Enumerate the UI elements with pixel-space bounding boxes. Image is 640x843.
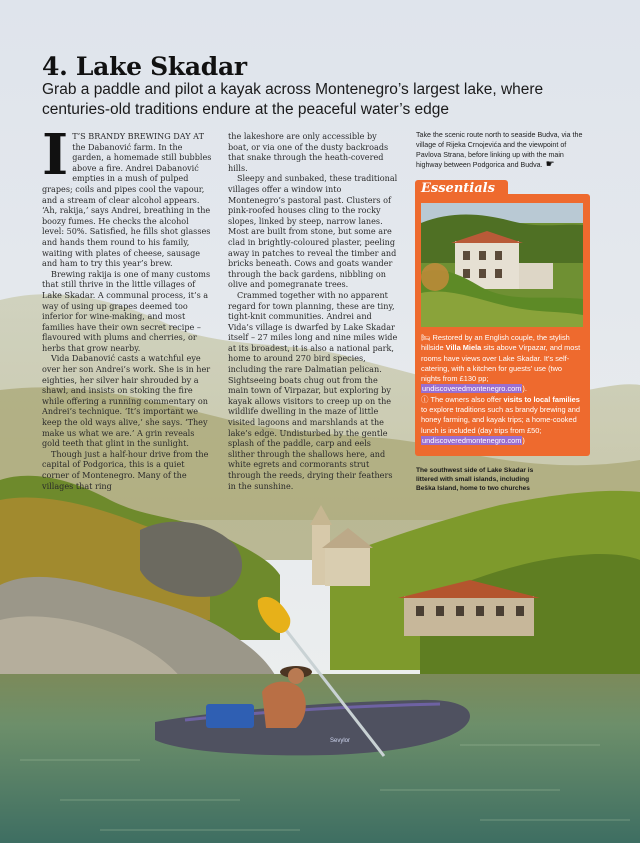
essentials-heading: Essentials xyxy=(421,181,495,196)
photo-caption: The southwest side of Lake Skadar is littered with small islands, including Beška Island, home to two churches xyxy=(416,467,534,492)
stay-text-2: sits above Virpazar, and most rooms have views over Lake Skadar. It’s self-catering, with a kitchen for guests’ use (two nights from £130 pp; xyxy=(421,343,581,384)
tour-text-2: to explore traditions such as brandy brewing and honey farming, and kayak trips; a home-cooked lunch is included (day trips from £50; xyxy=(421,405,580,435)
villa-photo xyxy=(421,203,583,327)
drop-cap: I xyxy=(42,122,69,188)
article-paragraph: Vida Dabanović casts a watchful eye over her son Andrei’s work. She is in her eighties, her silver hair shrouded by a shawl, and insists on stoking the fire while offering a running commentary on Andrei’s technique. ‘It’s important we keep the old ways alive,’ she says. ‘They make us what we are.’ A grin reveals gold teeth that glint in the sunlight. xyxy=(42,353,211,449)
article-paragraph: the lakeshore are only accessible by boat, or via one of the dusty backroads that snake through the heath-covered hills. xyxy=(228,131,389,173)
article-paragraph: T’S BRANDY BREWING DAY AT the Dabanović farm. In the garden, a homemade still bubbles above a fire. Andrei Dabanović empties in a mush of pulped grapes; coils and pipes cool the vapour, and a stream of clear alcohol appears. ‘Ah, rakija,’ says Andrei, breathing in the boozy fumes. He checks the alcohol level: 50%. Satisfied, he fills shot glasses and hands them round to his family, waiting with plates of cheese, sausage and ham to try this year’s brew. xyxy=(42,131,212,269)
stay-paragraph xyxy=(421,333,583,395)
article-column-1 xyxy=(42,122,212,491)
tour-end: ) xyxy=(522,435,525,445)
article-paragraph: Brewing rakija is one of many customs that still thrive in the little villages of Lake Skadar. A communal process, it’s a way of using up grapes deemed too inferior for wine-making, and most families have their own secret recipe – flavoured with plums and cherries, or herbs that grow nearby. xyxy=(42,268,211,353)
article-paragraph: Though just a half-hour drive from the capital of Podgorica, this is a quiet corner of Montenegro. Many of the villages that ring xyxy=(42,448,209,491)
article-paragraph: Crammed together with no apparent regard for town planning, these are tiny, tight-knit communities. Andrei and Vida’s village is dwarfed by Lake Skadar itself – 27 miles long and nine miles wide at its broadest, it is also a national park, home to around 270 bird species, including the rare Dalmatian pelican. Sightseeing boats chug out from the main town of Virpazar, but exploring by kayak allows visitors to creep up on the wildlife dwelling in the maze of little visited lagoons and marshlands at the lake’s edge. Undisturbed by the gentle splash of the paddle, carp and eels slither through the shallows here, and white egrets and cormorants strut through the reeds, drying their feathers in the sunshine. xyxy=(228,289,398,491)
villa-name: Villa Miela xyxy=(445,343,482,353)
tour-highlight: visits to local families xyxy=(503,394,580,404)
standfirst: Grab a paddle and pilot a kayak across Montenegro’s largest lake, where centuries-old traditions endure at the peaceful water’s edge xyxy=(42,81,544,118)
stay-text: Restored by an English couple, the stylish hillside xyxy=(421,333,570,353)
pointing-hand-icon: ☛ xyxy=(545,159,555,171)
page-title: 4. Lake Skadar xyxy=(42,52,247,81)
stay-end: ). xyxy=(522,384,527,394)
essentials-body xyxy=(421,333,583,446)
route-text: Take the scenic route north to seaside Budva, via the village of Rijeka Crnojevića and the viewpoint of Pavlova Strana, before linking up with the main highway between Podgorica and Budva. xyxy=(416,131,583,170)
info-icon: ⓘ xyxy=(421,394,429,404)
tour-text: The owners also offer xyxy=(430,394,504,404)
bed-icon: 🛏 xyxy=(421,333,431,342)
stay-link[interactable]: undiscoveredmontenegro.com xyxy=(422,384,522,394)
kayak-brand-text: Sevylor xyxy=(330,738,351,744)
article-paragraph: Sleepy and sunbaked, these traditional villages offer a window into Montenegro’s pastoral past. Clusters of pink-roofed houses cling to the rocky slopes, linked by steep, narrow lanes. Most are built from stone, but some are clad in brightly-coloured plaster, peeling away in patches to reveal the timber and bricks beneath. Cows and goats wander through the back gardens, nibbling on olive and pomegranate trees. xyxy=(228,173,398,290)
article-column-2 xyxy=(228,131,398,491)
article-column-3 xyxy=(416,131,586,171)
tour-paragraph xyxy=(421,395,583,446)
tour-link[interactable]: undiscoveredmontenegro.com xyxy=(422,435,522,445)
